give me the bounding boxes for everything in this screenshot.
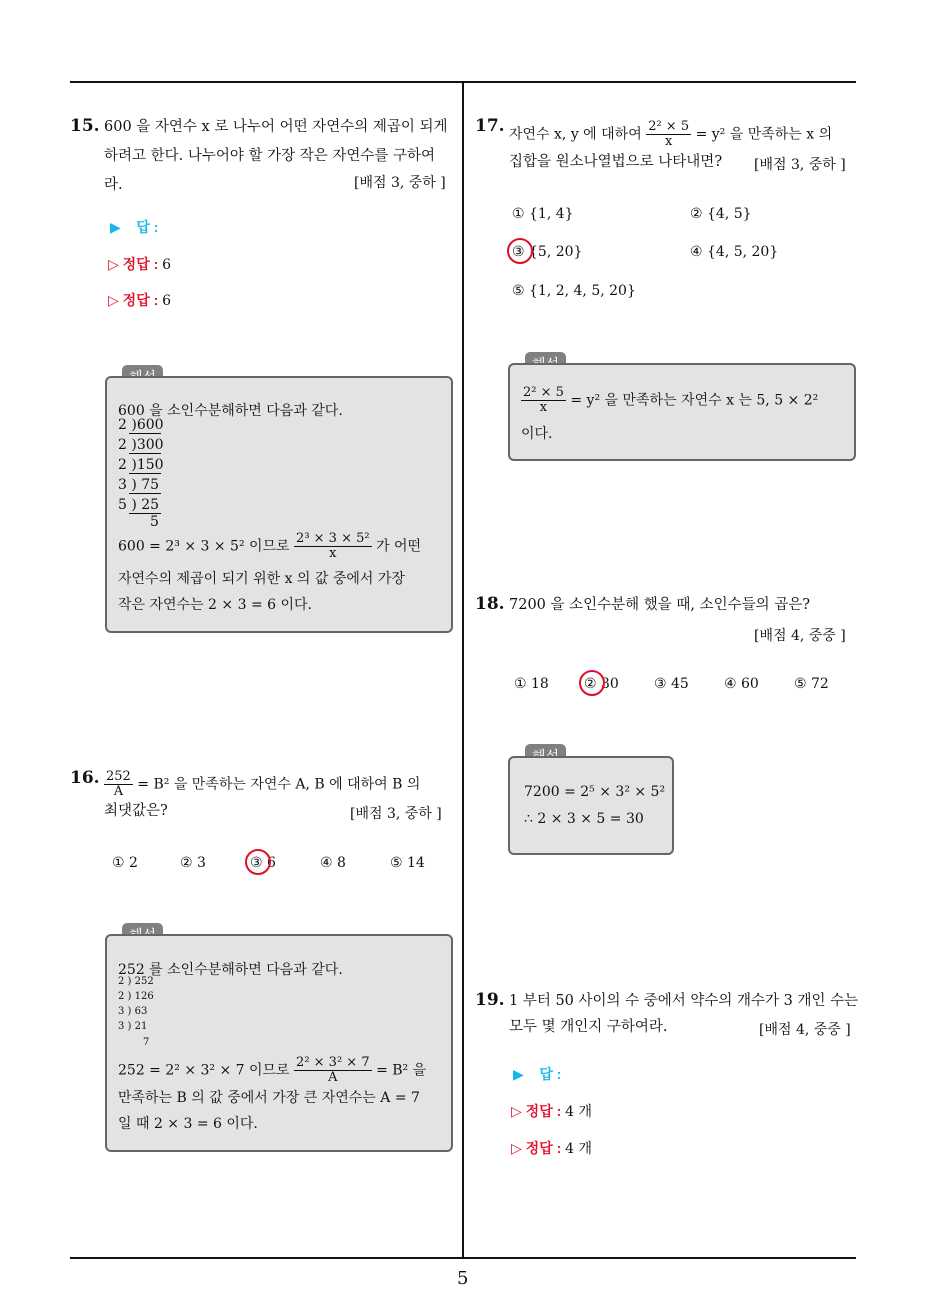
question-15-correct-row-1 (108, 254, 171, 274)
q18-option-2[interactable]: ② 30 (584, 676, 619, 692)
q16-option-1[interactable]: ① 2 (112, 855, 138, 871)
q17-option-2[interactable]: ② {4, 5} (690, 206, 752, 222)
q16-solution-line-2: 만족하는 B 의 값 중에서 가장 큰 자연수는 A = 7 (118, 1090, 420, 1106)
center-divider (462, 81, 464, 1259)
question-18-solution-box (508, 756, 674, 855)
q17-solution-line-2: 이다. (521, 426, 553, 442)
q16-text-line-1: = B² 을 만족하는 자연수 A, B 에 대하여 B 의 (137, 776, 421, 793)
q17-option-1[interactable]: ① {1, 4} (512, 206, 574, 222)
q16-solution-intro: 252 를 소인수분해하면 다음과 같다. (118, 962, 343, 978)
q16-option-4[interactable]: ④ 8 (320, 855, 346, 871)
q15-division-result: 5 (150, 514, 159, 530)
q15-division-step: 2 )300 (118, 437, 164, 453)
question-15-line-3: 라. (104, 177, 123, 193)
q17-option-5[interactable]: ⑤ {1, 2, 4, 5, 20} (512, 283, 636, 299)
q16-division-step: 3 ) 21 (118, 1021, 148, 1032)
question-16-line-1 (104, 770, 420, 799)
question-19-answer-row (513, 1064, 561, 1084)
play-arrow-icon: ▶ (110, 219, 121, 235)
q16-solution-fraction-den: A (328, 1070, 338, 1085)
triangle-outline-icon: ▷ (511, 1103, 522, 1119)
q15-division-step: 5 ) 25 (118, 497, 160, 513)
correct-label: 정답 : (122, 256, 159, 272)
q16-selected-answer-circle (245, 849, 271, 875)
question-16-number: 16. (70, 768, 100, 788)
q16-division-step: 3 ) 63 (118, 1006, 148, 1017)
q16-division-step: 2 ) 126 (118, 991, 154, 1002)
question-15-number: 15. (70, 116, 100, 136)
question-17-number: 17. (475, 116, 505, 136)
q17-solution-fraction (521, 386, 566, 415)
q15-solution-line-2: 자연수의 제곱이 되기 위한 x 의 값 중에서 가장 (118, 571, 405, 587)
q16-option-5[interactable]: ⑤ 14 (390, 855, 425, 871)
question-18-line-1: 7200 을 소인수분해 했을 때, 소인수들의 곱은? (509, 597, 811, 613)
q16-solution-line-1a: 252 = 2² × 3² × 7 이므로 (118, 1062, 290, 1079)
q15-division-step: 2 )600 (118, 417, 164, 433)
q17-fraction-den: x (664, 134, 673, 149)
correct-label: 정답 : (525, 1103, 562, 1119)
question-15-line-1: 600 을 자연수 x 로 나누어 어떤 자연수의 제곱이 되게 (104, 119, 448, 135)
question-17-meta: [배점 3, 중하 ] (754, 157, 846, 173)
q16-fraction-den: A (113, 784, 124, 799)
correct-value: 6 (162, 257, 172, 273)
q15-fraction-num: 2³ × 3 × 5² (296, 531, 370, 546)
q15-fraction-den: x (329, 546, 337, 561)
question-16-meta: [배점 3, 중하 ] (350, 806, 442, 822)
q16-option-2[interactable]: ② 3 (180, 855, 206, 871)
q16-division-step: 2 ) 252 (118, 976, 154, 987)
q15-solution-line-1 (118, 532, 421, 561)
q16-division-result: 7 (143, 1037, 150, 1048)
correct-label: 정답 : (122, 292, 159, 308)
question-19-correct-row-1 (511, 1101, 592, 1121)
question-19-correct-row-2 (511, 1138, 592, 1158)
q15-division-bar (129, 473, 161, 474)
q17-solution-fraction-num: 2² × 5 (523, 385, 564, 400)
q15-solution-line-1a: 600 = 2³ × 3 × 5² 이므로 (118, 538, 290, 555)
q16-option-3[interactable]: ③ 6 (250, 855, 276, 871)
question-19-line-2: 모두 몇 개인지 구하여라. (509, 1019, 668, 1035)
question-17-line-2: 집합을 원소나열법으로 나타내면? (509, 154, 723, 170)
q15-division-bar (129, 453, 161, 454)
question-19-line-1: 1 부터 50 사이의 수 중에서 약수의 개수가 3 개인 수는 (509, 993, 859, 1009)
q17-solution-line-1 (521, 386, 818, 415)
triangle-outline-icon: ▷ (108, 256, 119, 272)
q15-division-bar (129, 433, 161, 434)
q18-solution-line-2: ∴ 2 × 3 × 5 = 30 (524, 811, 644, 827)
q17-text-pre: 자연수 x, y 에 대하여 (509, 126, 642, 143)
q18-selected-answer-circle (579, 670, 605, 696)
triangle-outline-icon: ▷ (108, 292, 119, 308)
q18-option-3[interactable]: ③ 45 (654, 676, 689, 692)
q16-solution-fraction (294, 1056, 372, 1085)
q17-fraction (646, 120, 691, 149)
q15-solution-intro: 600 을 소인수분해하면 다음과 같다. (118, 403, 343, 419)
question-16-line-2: 최댓값은? (104, 803, 168, 819)
q16-solution-line-1 (118, 1056, 426, 1085)
q18-option-4[interactable]: ④ 60 (724, 676, 759, 692)
answer-label: 답 : (539, 1066, 562, 1082)
q16-fraction (104, 770, 133, 799)
q17-selected-answer-circle (507, 238, 533, 264)
q17-solution-line-1-text: = y² 을 만족하는 자연수 x 는 5, 5 × 2² (570, 392, 819, 409)
question-15-answer-row (110, 217, 158, 237)
q16-solution-line-3: 일 때 2 × 3 = 6 이다. (118, 1116, 258, 1132)
correct-value: 4 개 (565, 1104, 593, 1120)
correct-value: 6 (162, 293, 172, 309)
question-17-line-1 (509, 120, 832, 149)
question-15-line-2: 하려고 한다. 나누어야 할 가장 작은 자연수를 구하여 (104, 148, 436, 164)
q17-solution-fraction-den: x (539, 400, 548, 415)
q16-solution-line-1b: = B² 을 (376, 1062, 427, 1079)
triangle-outline-icon: ▷ (511, 1140, 522, 1156)
play-arrow-icon: ▶ (513, 1066, 524, 1082)
q17-option-4[interactable]: ④ {4, 5, 20} (690, 244, 779, 260)
question-19-number: 19. (475, 990, 505, 1010)
bottom-rule (70, 1257, 856, 1259)
q17-option-3[interactable]: ③ {5, 20} (512, 244, 583, 260)
answer-label: 답 : (136, 219, 159, 235)
page-number: 5 (457, 1268, 469, 1289)
question-15-meta: [배점 3, 중하 ] (354, 175, 446, 191)
question-18-number: 18. (475, 594, 505, 614)
correct-label: 정답 : (525, 1140, 562, 1156)
q18-option-1[interactable]: ① 18 (514, 676, 549, 692)
q15-fraction (294, 532, 372, 561)
question-19-meta: [배점 4, 중중 ] (759, 1022, 851, 1038)
q15-solution-line-1b: 가 어떤 (376, 538, 422, 555)
q18-solution-line-1: 7200 = 2⁵ × 3² × 5² (524, 784, 666, 800)
q15-division-step: 2 )150 (118, 457, 164, 473)
q15-solution-line-3: 작은 자연수는 2 × 3 = 6 이다. (118, 597, 312, 613)
q15-division-bar (129, 513, 161, 514)
correct-value: 4 개 (565, 1141, 593, 1157)
q17-fraction-num: 2² × 5 (648, 119, 690, 134)
question-15-correct-row-2 (108, 290, 171, 310)
q18-option-5[interactable]: ⑤ 72 (794, 676, 829, 692)
question-18-meta: [배점 4, 중중 ] (754, 628, 846, 644)
q17-text-post: = y² 을 만족하는 x 의 (695, 126, 833, 143)
q16-solution-fraction-num: 2² × 3² × 7 (296, 1055, 370, 1070)
q16-fraction-num: 252 (106, 769, 131, 784)
q15-division-step: 3 ) 75 (118, 477, 160, 493)
q15-division-bar (129, 493, 161, 494)
